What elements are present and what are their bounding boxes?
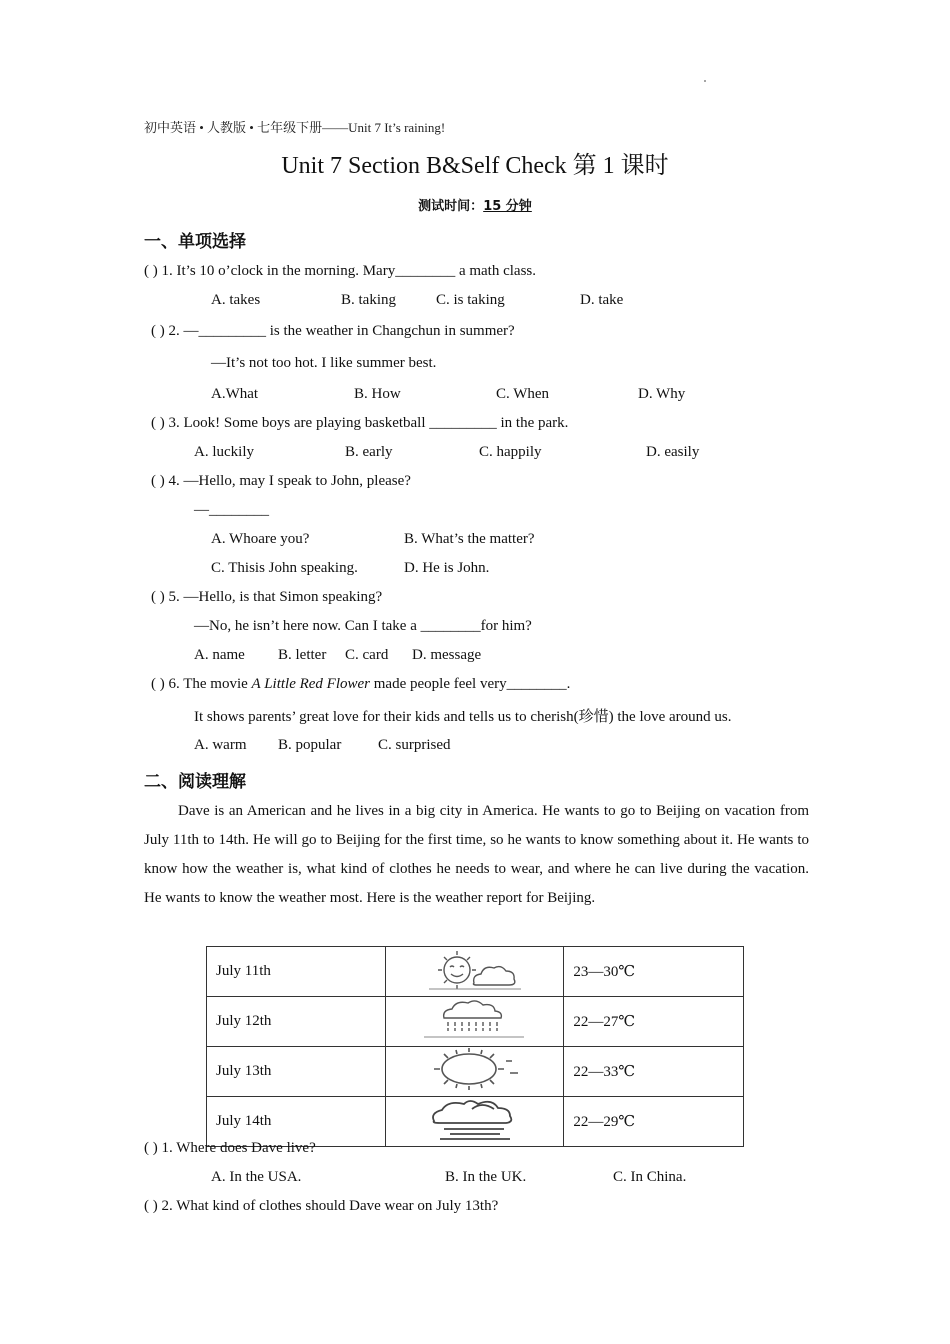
q2-option-a: A.What bbox=[211, 386, 259, 402]
weather-temp: 22—33℃ bbox=[564, 1047, 744, 1097]
weather-icon-cell bbox=[385, 1097, 564, 1147]
weather-icon-cell bbox=[385, 947, 564, 997]
q3-option-c: C. happily bbox=[479, 444, 542, 460]
test-time bbox=[0, 195, 950, 214]
test-time-label: 测试时间： bbox=[418, 199, 484, 214]
section-2-heading: 二、阅读理解 bbox=[144, 772, 246, 792]
weather-date: July 11th bbox=[207, 947, 386, 997]
weather-temp: 22—27℃ bbox=[564, 997, 744, 1047]
q5-option-a: A. name bbox=[194, 647, 245, 663]
q4-stem: ( ) 4. —Hello, may I speak to John, please? bbox=[151, 473, 411, 489]
q4-option-a: A. Whoare you? bbox=[211, 531, 310, 547]
q6-movie-title: A Little Red Flower bbox=[251, 676, 371, 692]
q6-stem bbox=[151, 676, 570, 693]
weather-row bbox=[207, 997, 744, 1047]
q6-option-b: B. popular bbox=[278, 737, 342, 753]
reading-passage-text: Dave is an American and he lives in a big city in America. He wants to go to Beijing on vacation from July 11th to 14th. He will go to Beijing for the first time, so he wants to know something about it. He wants to know how the weather is, what kind of clothes he needs to wear, and where he can live during the vacation. He wants to know the weather most. Here is the weather report for Beijing. bbox=[144, 803, 809, 906]
test-time-value: 15 分钟 bbox=[483, 199, 532, 214]
q5-option-c: C. card bbox=[345, 647, 389, 663]
q3-option-a: A. luckily bbox=[194, 444, 254, 460]
weather-row bbox=[207, 947, 744, 997]
cloud-fog-icon bbox=[414, 1097, 534, 1141]
q2-option-c: C. When bbox=[496, 386, 550, 402]
weather-row bbox=[207, 1097, 744, 1147]
weather-date: July 13th bbox=[207, 1047, 386, 1097]
q4-option-d: D. He is John. bbox=[404, 560, 490, 576]
q6-stem-pre: ( ) 6. The movie bbox=[151, 676, 252, 692]
weather-temp: 22—29℃ bbox=[564, 1097, 744, 1147]
sun-icon bbox=[414, 1047, 534, 1091]
q3-stem: ( ) 3. Look! Some boys are playing basketball _________ in the park. bbox=[151, 415, 569, 431]
q6-option-c: C. surprised bbox=[378, 737, 451, 753]
q6-line2: It shows parents’ great love for their kids and tells us to cherish(珍惜) the love around us. bbox=[194, 709, 732, 725]
weather-temp: 23—30℃ bbox=[564, 947, 744, 997]
q3-option-d: D. easily bbox=[646, 444, 700, 460]
weather-row bbox=[207, 1047, 744, 1097]
sun-cloud-icon bbox=[419, 947, 529, 991]
page-header: 初中英语 • 人教版 • 七年级下册——Unit 7 It’s raining! bbox=[144, 120, 446, 135]
q3-option-b: B. early bbox=[345, 444, 393, 460]
reading-passage bbox=[144, 797, 809, 913]
reading-q1-option-c: C. In China. bbox=[613, 1169, 687, 1185]
weather-icon-cell bbox=[385, 997, 564, 1047]
decorative-dot bbox=[704, 80, 706, 82]
q5-option-b: B. letter bbox=[278, 647, 327, 663]
q5-line2: —No, he isn’t here now. Can I take a ________for him? bbox=[194, 618, 532, 634]
q6-option-a: A. warm bbox=[194, 737, 247, 753]
weather-date: July 14th bbox=[207, 1097, 386, 1147]
q1-option-a: A. takes bbox=[211, 292, 261, 308]
reading-q2-stem: ( ) 2. What kind of clothes should Dave wear on July 13th? bbox=[144, 1198, 499, 1214]
q2-stem: ( ) 2. —_________ is the weather in Changchun in summer? bbox=[151, 323, 515, 339]
weather-table bbox=[206, 946, 744, 1147]
q4-line2: —________ bbox=[194, 502, 269, 518]
q5-option-d: D. message bbox=[412, 647, 482, 663]
section-1-heading: 一、单项选择 bbox=[144, 232, 246, 252]
reading-q1-option-b: B. In the UK. bbox=[445, 1169, 527, 1185]
q2-line2: —It’s not too hot. I like summer best. bbox=[211, 355, 437, 371]
reading-q1-stem: ( ) 1. Where does Dave live? bbox=[144, 1140, 316, 1156]
q2-option-b: B. How bbox=[354, 386, 401, 402]
page-title: Unit 7 Section B&Self Check 第 1 课时 bbox=[281, 153, 669, 179]
q1-option-d: D. take bbox=[580, 292, 624, 308]
q1-stem: ( ) 1. It’s 10 o’clock in the morning. Mary________ a math class. bbox=[144, 263, 537, 279]
q5-stem: ( ) 5. —Hello, is that Simon speaking? bbox=[151, 589, 383, 605]
q2-option-d: D. Why bbox=[638, 386, 686, 402]
q4-option-c: C. Thisis John speaking. bbox=[211, 560, 358, 576]
weather-icon-cell bbox=[385, 1047, 564, 1097]
q4-option-b: B. What’s the matter? bbox=[404, 531, 535, 547]
rain-cloud-icon bbox=[414, 998, 534, 1040]
q1-option-c: C. is taking bbox=[436, 292, 505, 308]
weather-date: July 12th bbox=[207, 997, 386, 1047]
q1-option-b: B. taking bbox=[341, 292, 396, 308]
q6-stem-post: made people feel very________. bbox=[370, 676, 571, 692]
reading-q1-option-a: A. In the USA. bbox=[211, 1169, 302, 1185]
